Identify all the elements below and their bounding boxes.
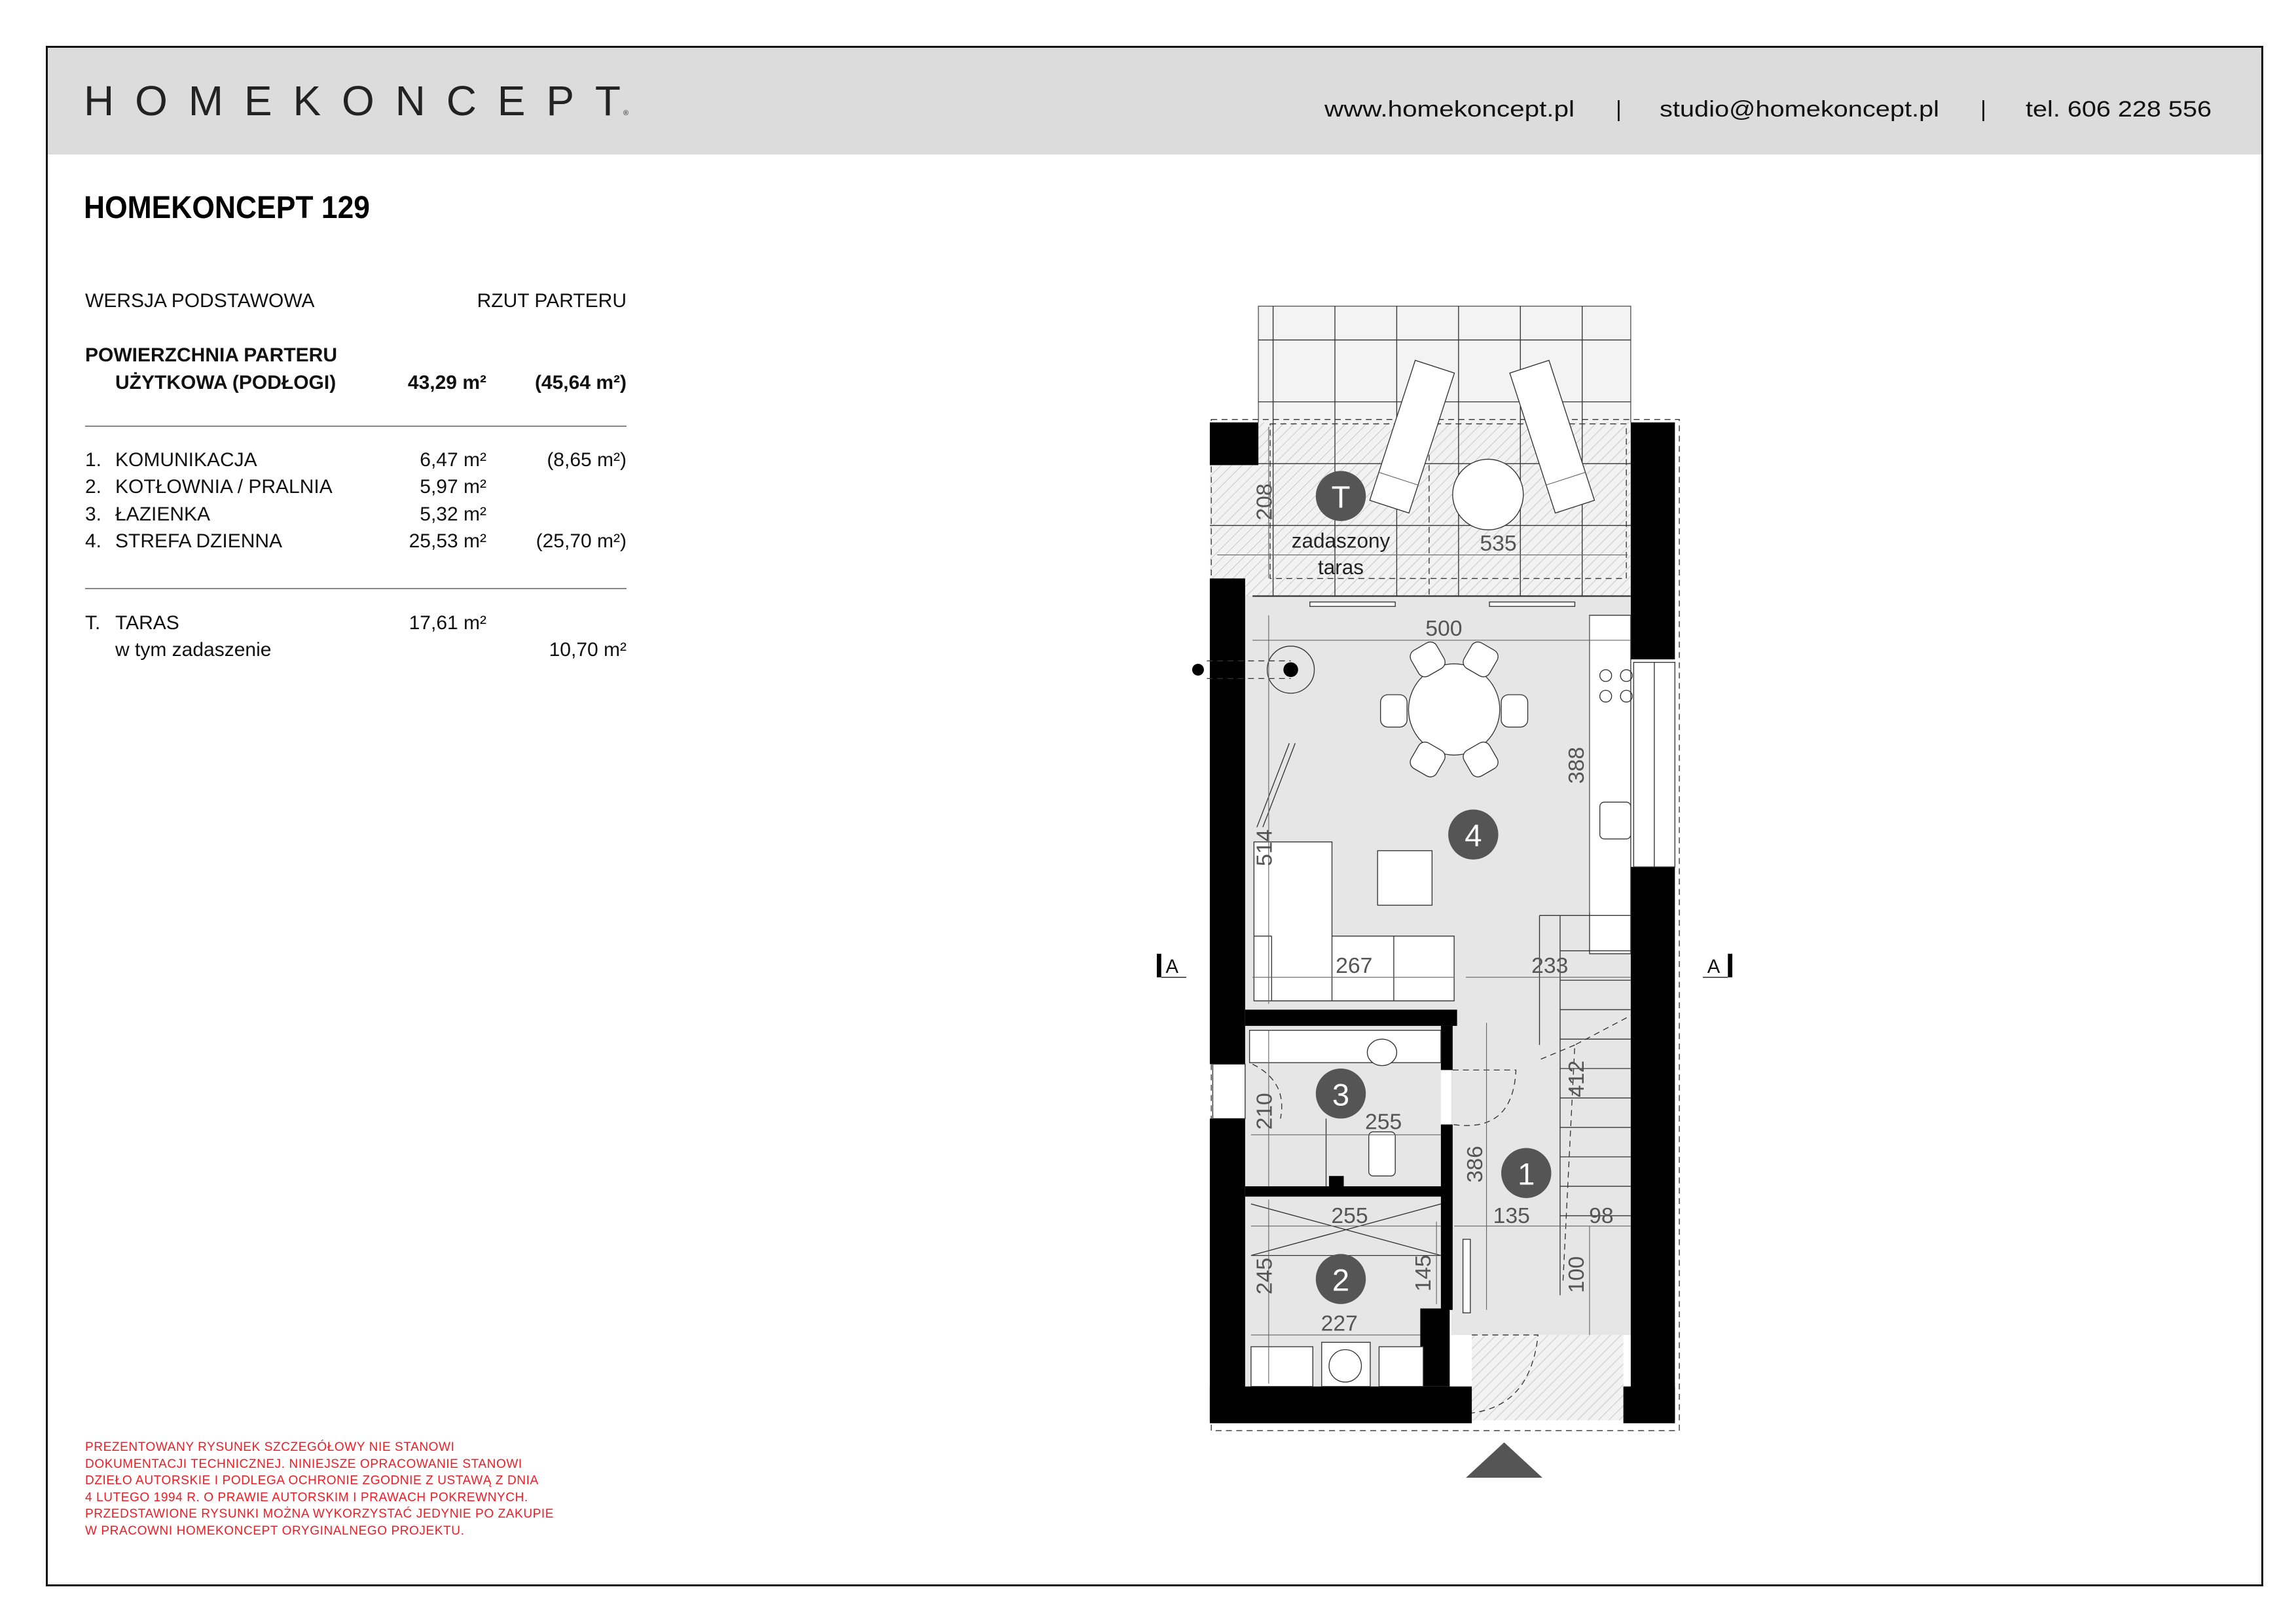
version-label: WERSJA PODSTAWOWA — [85, 290, 315, 312]
section-mark-text: A — [1707, 957, 1721, 978]
terrace-covered-area: 10,70 m² — [549, 639, 627, 661]
registered-mark-icon: ® — [623, 109, 629, 117]
badge-day-zone — [1448, 809, 1498, 859]
area-subheading: UŻYTKOWA (PODŁOGI) — [115, 372, 337, 393]
entrance-arrow-icon — [1466, 1442, 1542, 1478]
disclaimer-line: 4 LUTEGO 1994 R. O PRAWIE AUTORSKIM I PRAWACH POKREWNYCH. — [85, 1490, 528, 1504]
terrace-area: 17,61 m² — [409, 612, 486, 634]
plan-name: RZUT PARTERU — [477, 290, 627, 312]
dim-hall-top: 233 — [1531, 953, 1569, 979]
email-link[interactable]: studio@homekoncept.pl — [1660, 97, 1939, 122]
dim-bath-height: 210 — [1252, 1093, 1277, 1130]
logo: HOMEKONCEPT — [84, 77, 621, 124]
dim-living-depth: 388 — [1563, 746, 1589, 784]
badge-hall — [1501, 1148, 1551, 1198]
dim-boiler-inner: 145 — [1411, 1254, 1436, 1292]
badge-text: T — [1331, 480, 1351, 515]
disclaimer-line: DZIEŁO AUTORSKIE I PODLEGA OCHRONIE ZGODNIE Z USTAWĄ Z DNIA — [85, 1474, 539, 1487]
badge-text: 4 — [1465, 818, 1482, 854]
room-floor-area: (25,70 m²) — [536, 530, 627, 552]
dim-living-left: 514 — [1252, 829, 1277, 867]
dim-living-width: 500 — [1425, 616, 1463, 642]
badge-terrace — [1316, 471, 1366, 520]
disclaimer-line: DOKUMENTACJI TECHNICZNEJ. NINIEJSZE OPRACOWANIE STANOWI — [85, 1457, 522, 1471]
header-separator: | — [1616, 97, 1622, 122]
entrance-step — [1472, 1335, 1624, 1420]
terrace-label: zadaszony — [1291, 529, 1391, 553]
website-link[interactable]: www.homekoncept.pl — [1323, 97, 1575, 122]
room-name: KOMUNIKACJA — [115, 449, 257, 471]
badge-text: 2 — [1332, 1263, 1350, 1298]
disclaimer-line: PREZENTOWANY RYSUNEK SZCZEGÓŁOWY NIE STANOWI — [85, 1440, 455, 1454]
dim-terrace-depth: 208 — [1252, 483, 1277, 520]
room-number: 3. — [85, 503, 102, 525]
room-area: 25,53 m² — [409, 530, 486, 552]
floor-area-value: (45,64 m²) — [534, 372, 627, 393]
dim-sofa: 267 — [1336, 953, 1373, 979]
usable-area-value: 43,29 m² — [407, 372, 486, 393]
bathroom-window — [1212, 1064, 1245, 1118]
terrace-number: T. — [85, 612, 101, 634]
dim-boiler-width: 255 — [1331, 1203, 1368, 1229]
dim-stairs-landing: 100 — [1563, 1256, 1589, 1293]
dim-boiler-height: 245 — [1252, 1257, 1277, 1295]
page-title: HOMEKONCEPT 129 — [84, 191, 370, 225]
dim-bath-width: 255 — [1365, 1109, 1402, 1135]
room-name: KOTŁOWNIA / PRALNIA — [115, 476, 333, 498]
badge-text: 3 — [1332, 1078, 1350, 1113]
section-mark-right — [1703, 954, 1732, 977]
room-area: 5,97 m² — [420, 476, 486, 498]
terrace-covered-label: w tym zadaszenie — [115, 639, 272, 661]
section-mark-left — [1157, 954, 1186, 977]
disclaimer-line: W PRACOWNI HOMEKONCEPT ORYGINALNEGO PROJEKTU. — [85, 1523, 465, 1538]
phone-link[interactable]: tel. 606 228 556 — [2026, 97, 2212, 122]
terrace-name: TARAS — [115, 612, 179, 634]
room-area: 5,32 m² — [420, 503, 486, 525]
dim-terrace-width: 535 — [1480, 530, 1517, 556]
section-mark-text: A — [1165, 957, 1178, 978]
kitchen-counter — [1590, 615, 1632, 954]
terrace-table — [1453, 459, 1523, 530]
terrace-label: taras — [1318, 555, 1364, 579]
sliding-door — [1463, 1239, 1470, 1313]
badge-boiler — [1316, 1254, 1366, 1304]
room-floor-area: (8,65 m²) — [547, 449, 627, 471]
room-name: ŁAZIENKA — [115, 503, 211, 525]
dim-stairs-width: 98 — [1589, 1203, 1614, 1229]
dim-hall-width: 135 — [1493, 1203, 1530, 1229]
area-heading: POWIERZCHNIA PARTERU — [85, 344, 337, 366]
dim-hall-length: 386 — [1462, 1146, 1487, 1183]
coffee-table — [1377, 850, 1432, 905]
badge-text: 1 — [1518, 1157, 1535, 1192]
dim-boiler-bottom: 227 — [1321, 1311, 1358, 1336]
room-number: 2. — [85, 476, 102, 498]
disclaimer-line: PRZEDSTAWIONE RYSUNKI MOŻNA WYKORZYSTAĆ JEDYNIE PO ZAKUPIE — [85, 1507, 555, 1521]
badge-bathroom — [1316, 1068, 1366, 1118]
room-number: 1. — [85, 449, 102, 471]
room-area: 6,47 m² — [420, 449, 486, 471]
room-name: STREFA DZIENNA — [115, 530, 283, 552]
header-separator: | — [1980, 97, 1986, 122]
room-number: 4. — [85, 530, 102, 552]
dim-stairs: 412 — [1563, 1060, 1589, 1097]
